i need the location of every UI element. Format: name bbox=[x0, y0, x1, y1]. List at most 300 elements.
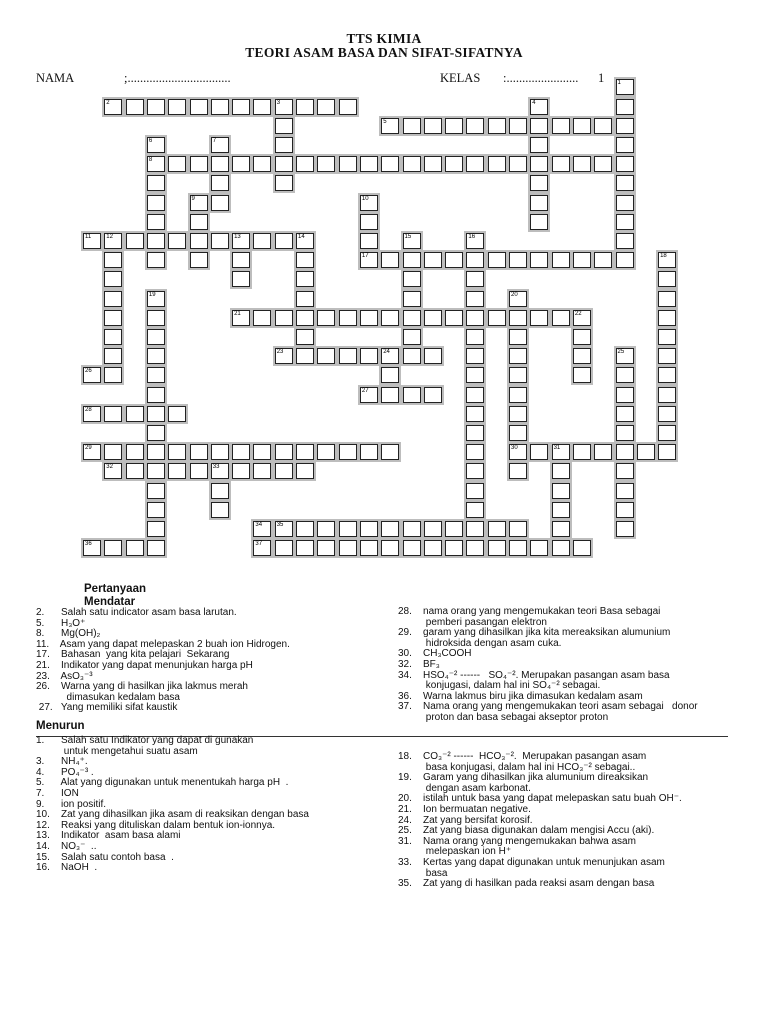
crossword-cell[interactable] bbox=[509, 329, 527, 345]
crossword-cell[interactable] bbox=[466, 367, 484, 383]
crossword-cell[interactable] bbox=[424, 540, 442, 556]
crossword-cell[interactable] bbox=[360, 195, 378, 211]
crossword-cell[interactable] bbox=[211, 195, 229, 211]
crossword-cell[interactable] bbox=[104, 233, 122, 249]
crossword-cell[interactable] bbox=[594, 252, 612, 268]
crossword-cell[interactable] bbox=[211, 463, 229, 479]
crossword-cell[interactable] bbox=[381, 540, 399, 556]
crossword-cell[interactable] bbox=[403, 233, 421, 249]
crossword-cell[interactable] bbox=[445, 156, 463, 172]
crossword-cell[interactable] bbox=[147, 233, 165, 249]
crossword-cell[interactable] bbox=[147, 310, 165, 326]
crossword-cell[interactable] bbox=[190, 463, 208, 479]
crossword-cell[interactable] bbox=[339, 99, 357, 115]
crossword-cell[interactable] bbox=[296, 291, 314, 307]
crossword-cell[interactable] bbox=[658, 310, 676, 326]
crossword-cell[interactable] bbox=[616, 387, 634, 403]
crossword-cell[interactable] bbox=[658, 387, 676, 403]
crossword-cell[interactable] bbox=[488, 540, 506, 556]
crossword-cell[interactable] bbox=[296, 540, 314, 556]
crossword-cell[interactable] bbox=[126, 406, 144, 422]
crossword-cell[interactable] bbox=[424, 521, 442, 537]
clue-line: 12. Reaksi yang dituliskan dalam bentuk ion-ionnya. bbox=[36, 819, 276, 831]
crossword-cell[interactable] bbox=[616, 367, 634, 383]
crossword-cell[interactable] bbox=[530, 310, 548, 326]
crossword-cell[interactable] bbox=[530, 252, 548, 268]
crossword-cell[interactable] bbox=[594, 444, 612, 460]
crossword-cell[interactable] bbox=[275, 99, 293, 115]
crossword-cell[interactable] bbox=[253, 233, 271, 249]
crossword-cell[interactable] bbox=[509, 463, 527, 479]
crossword-cell[interactable] bbox=[339, 348, 357, 364]
crossword-cell[interactable] bbox=[573, 118, 591, 134]
crossword-cell[interactable] bbox=[168, 463, 186, 479]
crossword-cell[interactable] bbox=[360, 156, 378, 172]
crossword-cell[interactable] bbox=[509, 425, 527, 441]
crossword-cell[interactable] bbox=[296, 233, 314, 249]
crossword-cell[interactable] bbox=[488, 521, 506, 537]
crossword-cell[interactable] bbox=[147, 502, 165, 518]
crossword-cell[interactable] bbox=[509, 540, 527, 556]
crossword-cell[interactable] bbox=[360, 444, 378, 460]
crossword-cell[interactable] bbox=[573, 329, 591, 345]
clue-line: 24. Zat yang bersifat korosif. bbox=[398, 814, 533, 826]
crossword-cell[interactable] bbox=[573, 540, 591, 556]
crossword-cell[interactable] bbox=[253, 521, 271, 537]
crossword-cell[interactable] bbox=[616, 79, 634, 95]
crossword-cell[interactable] bbox=[616, 233, 634, 249]
kelas-field[interactable]: :....................... bbox=[503, 71, 579, 85]
crossword-cell[interactable] bbox=[403, 329, 421, 345]
crossword-cell[interactable] bbox=[339, 444, 357, 460]
crossword-cell[interactable] bbox=[339, 156, 357, 172]
crossword-cell[interactable] bbox=[403, 310, 421, 326]
crossword-cell[interactable] bbox=[147, 175, 165, 191]
crossword-cell[interactable] bbox=[360, 310, 378, 326]
crossword-cell[interactable] bbox=[616, 214, 634, 230]
crossword-cell[interactable] bbox=[211, 137, 229, 153]
crossword-cell[interactable] bbox=[211, 233, 229, 249]
crossword-cell[interactable] bbox=[488, 310, 506, 326]
nama-field[interactable]: ;................................. bbox=[124, 71, 231, 85]
crossword-cell[interactable] bbox=[296, 348, 314, 364]
crossword-cell[interactable] bbox=[168, 444, 186, 460]
clue-line: 36. Warna lakmus biru jika dimasukan kedalam asam bbox=[398, 690, 643, 702]
crossword-cell[interactable] bbox=[445, 252, 463, 268]
crossword-cell[interactable] bbox=[211, 156, 229, 172]
crossword-cell[interactable] bbox=[658, 291, 676, 307]
crossword-cell[interactable] bbox=[147, 483, 165, 499]
crossword-cell[interactable] bbox=[147, 291, 165, 307]
crossword-cell[interactable] bbox=[381, 521, 399, 537]
crossword-cell[interactable] bbox=[190, 233, 208, 249]
crossword-cell[interactable] bbox=[616, 483, 634, 499]
clue-number: 6 bbox=[148, 137, 153, 144]
crossword-cell[interactable] bbox=[552, 444, 570, 460]
crossword-cell[interactable] bbox=[296, 271, 314, 287]
crossword-cell[interactable] bbox=[616, 99, 634, 115]
crossword-cell[interactable] bbox=[296, 310, 314, 326]
crossword-cell[interactable] bbox=[466, 252, 484, 268]
crossword-cell[interactable] bbox=[360, 387, 378, 403]
crossword-cell[interactable] bbox=[509, 291, 527, 307]
crossword-cell[interactable] bbox=[126, 444, 144, 460]
nama-label: NAMA bbox=[36, 71, 75, 85]
crossword-cell[interactable] bbox=[616, 252, 634, 268]
crossword-cell[interactable] bbox=[296, 444, 314, 460]
crossword-cell[interactable] bbox=[232, 310, 250, 326]
crossword-cell[interactable] bbox=[445, 310, 463, 326]
crossword-cell[interactable] bbox=[573, 156, 591, 172]
crossword-cell[interactable] bbox=[296, 521, 314, 537]
crossword-cell[interactable] bbox=[211, 444, 229, 460]
crossword-cell[interactable] bbox=[275, 175, 293, 191]
crossword-cell[interactable] bbox=[147, 156, 165, 172]
crossword-cell[interactable] bbox=[168, 233, 186, 249]
crossword-cell[interactable] bbox=[616, 156, 634, 172]
crossword-cell[interactable] bbox=[445, 540, 463, 556]
crossword-cell[interactable] bbox=[381, 367, 399, 383]
crossword-cell[interactable] bbox=[360, 521, 378, 537]
crossword-cell[interactable] bbox=[530, 540, 548, 556]
crossword-cell[interactable] bbox=[466, 463, 484, 479]
crossword-cell[interactable] bbox=[232, 156, 250, 172]
crossword-cell[interactable] bbox=[232, 233, 250, 249]
clue-number: 35 bbox=[276, 521, 284, 528]
crossword-cell[interactable] bbox=[104, 99, 122, 115]
crossword-cell[interactable] bbox=[488, 118, 506, 134]
crossword-cell[interactable] bbox=[83, 406, 101, 422]
crossword-cell[interactable] bbox=[552, 540, 570, 556]
crossword-cell[interactable] bbox=[403, 291, 421, 307]
crossword-cell[interactable] bbox=[296, 156, 314, 172]
crossword-cell[interactable] bbox=[147, 214, 165, 230]
crossword-cell[interactable] bbox=[275, 137, 293, 153]
crossword-cell[interactable] bbox=[296, 463, 314, 479]
crossword-cell[interactable] bbox=[466, 406, 484, 422]
crossword-cell[interactable] bbox=[573, 444, 591, 460]
crossword-cell[interactable] bbox=[147, 195, 165, 211]
crossword-cell[interactable] bbox=[594, 118, 612, 134]
crossword-cell[interactable] bbox=[509, 521, 527, 537]
crossword-cell[interactable] bbox=[190, 99, 208, 115]
crossword-cell[interactable] bbox=[317, 521, 335, 537]
crossword-cell[interactable] bbox=[360, 252, 378, 268]
crossword-cell[interactable] bbox=[104, 444, 122, 460]
crossword-cell[interactable] bbox=[552, 463, 570, 479]
crossword-cell[interactable] bbox=[296, 329, 314, 345]
crossword-cell[interactable] bbox=[83, 540, 101, 556]
crossword-cell[interactable] bbox=[488, 156, 506, 172]
crossword-cell[interactable] bbox=[211, 502, 229, 518]
crossword-cell[interactable] bbox=[104, 348, 122, 364]
crossword-cell[interactable] bbox=[104, 271, 122, 287]
crossword-cell[interactable] bbox=[339, 521, 357, 537]
crossword-cell[interactable] bbox=[232, 463, 250, 479]
crossword-cell[interactable] bbox=[466, 425, 484, 441]
crossword-cell[interactable] bbox=[147, 425, 165, 441]
crossword-cell[interactable] bbox=[616, 425, 634, 441]
crossword-cell[interactable] bbox=[232, 271, 250, 287]
crossword-cell[interactable] bbox=[466, 156, 484, 172]
crossword-cell[interactable] bbox=[403, 521, 421, 537]
crossword-cell[interactable] bbox=[147, 444, 165, 460]
crossword-cell[interactable] bbox=[190, 444, 208, 460]
crossword-cell[interactable] bbox=[253, 444, 271, 460]
crossword-cell[interactable] bbox=[509, 118, 527, 134]
crossword-cell[interactable] bbox=[573, 348, 591, 364]
crossword-cell[interactable] bbox=[466, 387, 484, 403]
crossword-cell[interactable] bbox=[211, 99, 229, 115]
crossword-cell[interactable] bbox=[211, 483, 229, 499]
crossword-cell[interactable] bbox=[509, 348, 527, 364]
crossword-cell[interactable] bbox=[147, 348, 165, 364]
crossword-cell[interactable] bbox=[616, 195, 634, 211]
clue-line: pemberi pasangan elektron bbox=[398, 616, 547, 628]
crossword-cell[interactable] bbox=[466, 502, 484, 518]
crossword-cell[interactable] bbox=[275, 444, 293, 460]
crossword-cell[interactable] bbox=[424, 387, 442, 403]
crossword-cell[interactable] bbox=[275, 233, 293, 249]
crossword-cell[interactable] bbox=[530, 175, 548, 191]
crossword-cell[interactable] bbox=[424, 118, 442, 134]
crossword-cell[interactable] bbox=[147, 137, 165, 153]
crossword-cell[interactable] bbox=[381, 444, 399, 460]
crossword-cell[interactable] bbox=[509, 310, 527, 326]
crossword-cell[interactable] bbox=[403, 387, 421, 403]
crossword-cell[interactable] bbox=[104, 329, 122, 345]
crossword-cell[interactable] bbox=[445, 118, 463, 134]
crossword-cell[interactable] bbox=[530, 99, 548, 115]
crossword-cell[interactable] bbox=[594, 156, 612, 172]
clue-number: 21 bbox=[234, 310, 241, 317]
crossword-cell[interactable] bbox=[552, 156, 570, 172]
crossword-cell[interactable] bbox=[466, 310, 484, 326]
crossword-cell[interactable] bbox=[403, 348, 421, 364]
crossword-cell[interactable] bbox=[104, 463, 122, 479]
crossword-cell[interactable] bbox=[317, 156, 335, 172]
crossword-cell[interactable] bbox=[658, 367, 676, 383]
crossword-cell[interactable] bbox=[253, 540, 271, 556]
crossword-cell[interactable] bbox=[147, 387, 165, 403]
crossword-cell[interactable] bbox=[509, 406, 527, 422]
crossword-cell[interactable] bbox=[509, 156, 527, 172]
crossword-cell[interactable] bbox=[147, 367, 165, 383]
crossword-cell[interactable] bbox=[403, 118, 421, 134]
crossword-cell[interactable] bbox=[616, 137, 634, 153]
clue-number: 34 bbox=[255, 521, 263, 528]
crossword-cell[interactable] bbox=[317, 310, 335, 326]
crossword-cell[interactable] bbox=[104, 540, 122, 556]
crossword-cell[interactable] bbox=[403, 540, 421, 556]
crossword-cell[interactable] bbox=[275, 156, 293, 172]
clue-line: 27. Yang memiliki sifat kaustik bbox=[36, 702, 178, 714]
crossword-cell[interactable] bbox=[424, 348, 442, 364]
crossword-cell[interactable] bbox=[317, 99, 335, 115]
crossword-cell[interactable] bbox=[168, 156, 186, 172]
crossword-cell[interactable] bbox=[232, 99, 250, 115]
crossword-cell[interactable] bbox=[466, 329, 484, 345]
crossword-cell[interactable] bbox=[403, 156, 421, 172]
crossword-cell[interactable] bbox=[466, 271, 484, 287]
crossword-cell[interactable] bbox=[466, 348, 484, 364]
crossword-cell[interactable] bbox=[530, 214, 548, 230]
crossword-cell[interactable] bbox=[381, 310, 399, 326]
crossword-cell[interactable] bbox=[530, 156, 548, 172]
crossword-cell[interactable] bbox=[552, 521, 570, 537]
crossword-cell[interactable] bbox=[424, 252, 442, 268]
crossword-cell[interactable] bbox=[466, 540, 484, 556]
crossword-cell[interactable] bbox=[360, 348, 378, 364]
crossword-cell[interactable] bbox=[616, 463, 634, 479]
crossword-cell[interactable] bbox=[530, 137, 548, 153]
crossword-cell[interactable] bbox=[317, 540, 335, 556]
crossword-cell[interactable] bbox=[658, 406, 676, 422]
crossword-cell[interactable] bbox=[616, 502, 634, 518]
crossword-cell[interactable] bbox=[317, 348, 335, 364]
crossword-cell[interactable] bbox=[552, 483, 570, 499]
crossword-cell[interactable] bbox=[552, 118, 570, 134]
crossword-cell[interactable] bbox=[530, 444, 548, 460]
crossword-cell[interactable] bbox=[466, 291, 484, 307]
crossword-cell[interactable] bbox=[381, 252, 399, 268]
crossword-cell[interactable] bbox=[658, 444, 676, 460]
crossword-cell[interactable] bbox=[104, 291, 122, 307]
crossword-cell[interactable] bbox=[509, 444, 527, 460]
crossword-cell[interactable] bbox=[275, 540, 293, 556]
crossword-cell[interactable] bbox=[275, 118, 293, 134]
crossword-cell[interactable] bbox=[147, 252, 165, 268]
crossword-cell[interactable] bbox=[381, 387, 399, 403]
crossword-cell[interactable] bbox=[552, 310, 570, 326]
crossword-cell[interactable] bbox=[445, 521, 463, 537]
crossword-cell[interactable] bbox=[466, 233, 484, 249]
crossword-cell[interactable] bbox=[147, 521, 165, 537]
crossword-cell[interactable] bbox=[168, 406, 186, 422]
clue-line: 9. ion positif. bbox=[36, 798, 107, 810]
crossword-cell[interactable] bbox=[488, 252, 506, 268]
crossword-cell[interactable] bbox=[104, 310, 122, 326]
crossword-cell[interactable] bbox=[168, 99, 186, 115]
crossword-cell[interactable] bbox=[190, 252, 208, 268]
crossword-cell[interactable] bbox=[275, 310, 293, 326]
crossword-cell[interactable] bbox=[403, 252, 421, 268]
crossword-cell[interactable] bbox=[275, 348, 293, 364]
crossword-cell[interactable] bbox=[339, 540, 357, 556]
crossword-cell[interactable] bbox=[658, 271, 676, 287]
crossword-cell[interactable] bbox=[424, 310, 442, 326]
crossword-cell[interactable] bbox=[232, 444, 250, 460]
crossword-cell[interactable] bbox=[126, 233, 144, 249]
crossword-cell[interactable] bbox=[573, 367, 591, 383]
crossword-cell[interactable] bbox=[104, 252, 122, 268]
clue-number: 20 bbox=[511, 291, 518, 298]
crossword-cell[interactable] bbox=[147, 99, 165, 115]
crossword-cell[interactable] bbox=[253, 99, 271, 115]
crossword-cell[interactable] bbox=[296, 252, 314, 268]
crossword-cell[interactable] bbox=[552, 502, 570, 518]
crossword-cell[interactable] bbox=[381, 156, 399, 172]
crossword-cell[interactable] bbox=[190, 156, 208, 172]
crossword-cell[interactable] bbox=[616, 118, 634, 134]
crossword-cell[interactable] bbox=[616, 444, 634, 460]
crossword-cell[interactable] bbox=[637, 444, 655, 460]
crossword-cell[interactable] bbox=[530, 195, 548, 211]
crossword-cell[interactable] bbox=[126, 99, 144, 115]
crossword-cell[interactable] bbox=[658, 329, 676, 345]
clue-line: 35. Zat yang di hasilkan pada reaksi asam dengan basa bbox=[398, 878, 655, 890]
crossword-cell[interactable] bbox=[253, 156, 271, 172]
crossword-cell[interactable] bbox=[573, 252, 591, 268]
clue-line: 19. Garam yang dihasilkan jika alumunium direaksikan bbox=[398, 772, 649, 784]
crossword-cell[interactable] bbox=[509, 367, 527, 383]
crossword-cell[interactable] bbox=[83, 367, 101, 383]
clue-number: 31 bbox=[553, 445, 561, 452]
clue-line: 29. garam yang dihasilkan jika kita mereaksikan alumunium bbox=[398, 627, 671, 639]
crossword-cell[interactable] bbox=[190, 195, 208, 211]
crossword-cell[interactable] bbox=[509, 252, 527, 268]
clue-line: 13. Indikator asam basa alami bbox=[36, 830, 181, 842]
crossword-cell[interactable] bbox=[147, 540, 165, 556]
crossword-cell[interactable] bbox=[339, 310, 357, 326]
crossword-cell[interactable] bbox=[275, 463, 293, 479]
crossword-cell[interactable] bbox=[360, 540, 378, 556]
crossword-cell[interactable] bbox=[616, 521, 634, 537]
crossword-cell[interactable] bbox=[190, 214, 208, 230]
crossword-cell[interactable] bbox=[616, 348, 634, 364]
crossword-cell[interactable] bbox=[466, 483, 484, 499]
crossword-cell[interactable] bbox=[275, 521, 293, 537]
crossword-cell[interactable] bbox=[466, 118, 484, 134]
crossword-cell[interactable] bbox=[147, 406, 165, 422]
crossword-cell[interactable] bbox=[360, 214, 378, 230]
crossword-cell[interactable] bbox=[83, 444, 101, 460]
crossword-cell[interactable] bbox=[317, 444, 335, 460]
clue-number: 24 bbox=[383, 349, 390, 356]
crossword-cell[interactable] bbox=[530, 118, 548, 134]
crossword-cell[interactable] bbox=[552, 252, 570, 268]
crossword-cell[interactable] bbox=[104, 367, 122, 383]
crossword-cell[interactable] bbox=[253, 463, 271, 479]
crossword-cell[interactable] bbox=[232, 252, 250, 268]
crossword-cell[interactable] bbox=[296, 99, 314, 115]
crossword-cell[interactable] bbox=[616, 175, 634, 191]
crossword-cell[interactable] bbox=[658, 425, 676, 441]
crossword-cell[interactable] bbox=[658, 348, 676, 364]
page-subtitle: TEORI ASAM BASA DAN SIFAT-SIFATNYA bbox=[245, 45, 523, 60]
crossword-cell[interactable] bbox=[403, 271, 421, 287]
crossword-cell[interactable] bbox=[616, 406, 634, 422]
crossword-cell[interactable] bbox=[381, 348, 399, 364]
crossword-cell[interactable] bbox=[126, 540, 144, 556]
crossword-cell[interactable] bbox=[573, 310, 591, 326]
crossword-cell[interactable] bbox=[381, 118, 399, 134]
crossword-cell[interactable] bbox=[83, 233, 101, 249]
crossword-cell[interactable] bbox=[360, 233, 378, 249]
crossword-cell[interactable] bbox=[424, 156, 442, 172]
clue-number: 14 bbox=[298, 233, 305, 240]
crossword-cell[interactable] bbox=[466, 521, 484, 537]
crossword-cell[interactable] bbox=[211, 175, 229, 191]
crossword-cell[interactable] bbox=[147, 329, 165, 345]
crossword-cell[interactable] bbox=[104, 406, 122, 422]
crossword-cell[interactable] bbox=[466, 444, 484, 460]
crossword-cell[interactable] bbox=[253, 310, 271, 326]
crossword-cell[interactable] bbox=[509, 387, 527, 403]
crossword-cell[interactable] bbox=[147, 463, 165, 479]
crossword-cell[interactable] bbox=[658, 252, 676, 268]
crossword-cell[interactable] bbox=[126, 463, 144, 479]
